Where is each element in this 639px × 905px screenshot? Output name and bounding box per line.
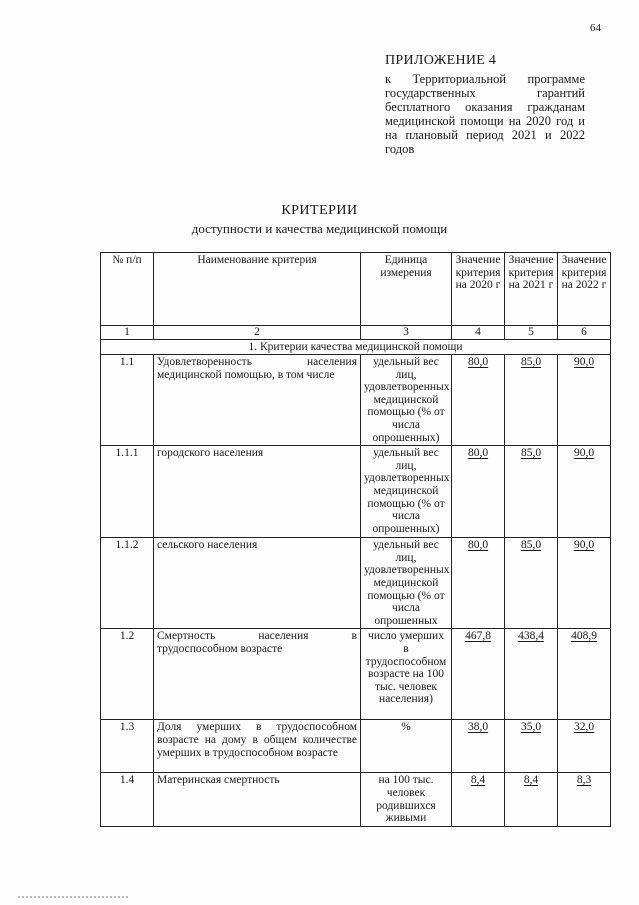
header-2022: Значение критерия на 2022 г [558,253,611,326]
row-value-2020: 80,0 [452,446,505,538]
table-header-row [101,253,611,326]
index-cell: 3 [361,326,452,340]
table-row [101,538,611,629]
row-value-2020: 80,0 [452,355,505,446]
row-unit: удельный вес лиц, удовлетворенных медицинской помощью (% от числа опрошенных) [361,446,452,538]
row-value-2020: 38,0 [452,720,505,773]
row-unit: удельный вес лиц, удовлетворенных медицинской помощью (% от числа опрошенных) [361,355,452,446]
appendix-subtitle: к Территориальной программе государственных гарантий бесплатного оказания гражданам медицинской помощи на 2020 год и на плановый период 2021 и 2022 годов [385,72,585,156]
row-value-2022: 90,0 [558,355,611,446]
header-2021: Значение критерия на 2021 г [505,253,558,326]
row-name: Удовлетворенность населения медицинской помощью, в том числе [154,355,361,446]
index-cell: 4 [452,326,505,340]
row-name: Материнская смертность [154,773,361,826]
row-value-2021: 438,4 [505,629,558,720]
row-value-2021: 85,0 [505,355,558,446]
row-value-2021: 35,0 [505,720,558,773]
criteria-table [100,252,611,827]
table-row [101,355,611,446]
index-cell: 5 [505,326,558,340]
header-name: Наименование критерия [154,253,361,326]
scan-artifact [18,896,128,901]
row-value-2022: 408,9 [558,629,611,720]
appendix-block [385,52,585,156]
row-num: 1.3 [101,720,154,773]
row-unit: число умерших в трудоспособном возрасте на 100 тыс. человек населения) [361,629,452,720]
row-value-2021: 8,4 [505,773,558,826]
document-subtitle: доступности и качества медицинской помощи [191,221,448,236]
row-value-2021: 85,0 [505,446,558,538]
table-row [101,773,611,826]
row-value-2021: 85,0 [505,538,558,629]
row-value-2020: 80,0 [452,538,505,629]
row-value-2022: 32,0 [558,720,611,773]
table-row [101,720,611,773]
row-unit: удельный вес лиц, удовлетворенных медицинской помощью (% от числа опрошенных [361,538,452,629]
section-row [101,340,611,355]
row-num: 1.1.2 [101,538,154,629]
row-name: Доля умерших в трудоспособном возрасте на дому в общем количестве умерших в трудоспособном возрасте [154,720,361,773]
row-value-2022: 90,0 [558,538,611,629]
row-num: 1.4 [101,773,154,826]
row-num: 1.1 [101,355,154,446]
page-number: 64 [590,22,601,34]
row-unit: на 100 тыс. человек родившихся живыми [361,773,452,826]
index-cell: 2 [154,326,361,340]
header-unit: Единица измерения [361,253,452,326]
index-cell: 6 [558,326,611,340]
row-name: Смертность населения в трудоспособном возрасте [154,629,361,720]
table-row [101,629,611,720]
appendix-title: ПРИЛОЖЕНИЕ 4 [385,53,497,68]
column-index-row [101,326,611,340]
document-title: КРИТЕРИИ [281,203,358,218]
row-value-2022: 8,3 [558,773,611,826]
row-name: городского населения [154,446,361,538]
header-2020: Значение критерия на 2020 г [452,253,505,326]
header-num: № п/п [101,253,154,326]
row-value-2020: 8,4 [452,773,505,826]
index-cell: 1 [101,326,154,340]
row-num: 1.1.1 [101,446,154,538]
row-num: 1.2 [101,629,154,720]
row-unit: % [361,720,452,773]
row-value-2022: 90,0 [558,446,611,538]
table-row [101,446,611,538]
section-title: 1. Критерии качества медицинской помощи [101,340,611,355]
row-value-2020: 467,8 [452,629,505,720]
row-name: сельского населения [154,538,361,629]
